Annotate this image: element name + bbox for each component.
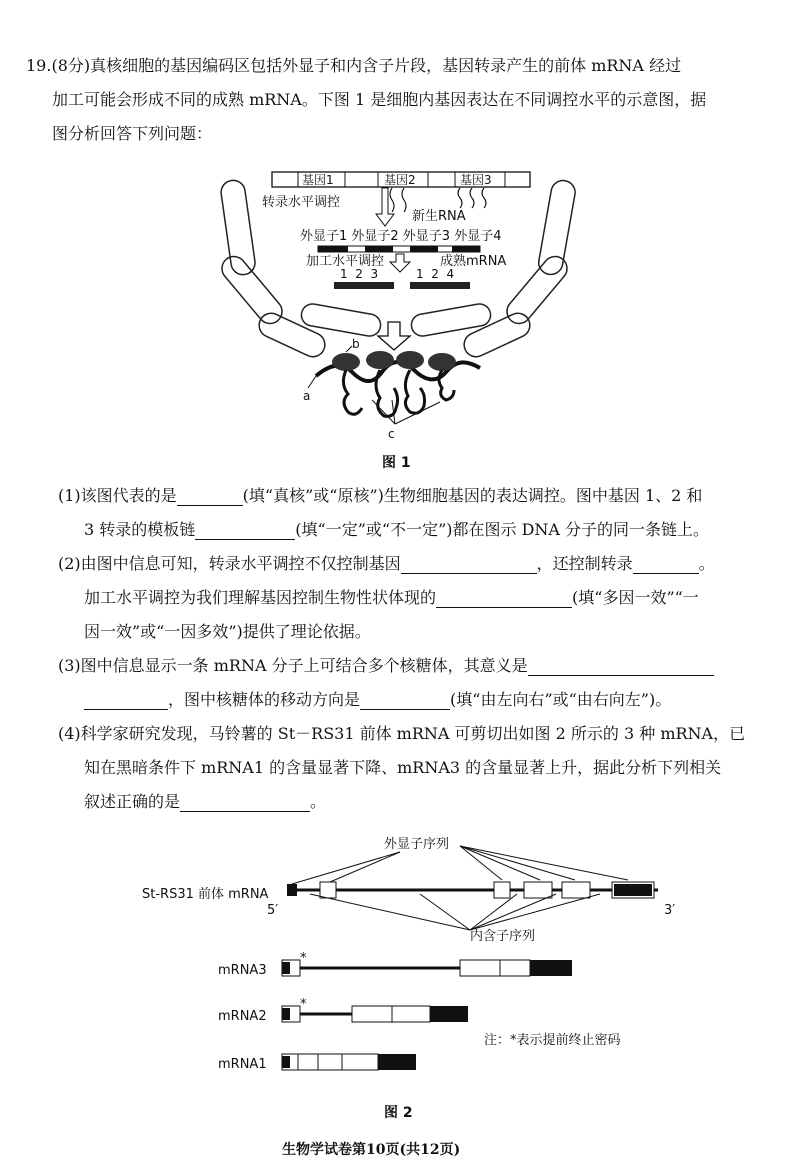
q2-line-2: 加工水平调控为我们理解基因控制生物性状体现的 (填“多因一效”“一 (84, 588, 699, 607)
three-prime-label: 3′ (664, 903, 676, 918)
transcription-arrow (376, 188, 394, 226)
mrna1-label: mRNA1 (218, 1057, 267, 1072)
q1-line-1: (1)该图代表的是 (填“真核”或“原核”)生物细胞基因的表达调控。图中基因 1、2 和 (58, 486, 703, 505)
q4-line-1: (4)科学家研究发现，马铃薯的 St－RS31 前体 mRNA 可剪切出如图 2 所示的 3 种 mRNA，已 (58, 724, 746, 743)
q2-blank-2[interactable] (633, 557, 699, 574)
q3-blank-2[interactable] (84, 693, 168, 710)
intro-line-2: 加工可能会形成不同的成熟 mRNA。下图 1 是细胞内基因表达在不同调控水平的示意图，据 (52, 90, 707, 109)
intron-pointer-lines (310, 894, 600, 930)
new-rna-label: 新生RNA (412, 209, 466, 224)
intro-line-3: 图分析回答下列问题： (52, 124, 213, 143)
figure2-note: 注：*表示提前终止密码 (484, 1033, 621, 1048)
q3-blank-1[interactable] (528, 659, 714, 676)
figure-2-caption: 图 2 (384, 1105, 413, 1121)
mrna1-diagram (282, 1054, 416, 1070)
mature-mrna-label: 成熟mRNA (440, 254, 507, 269)
mrna3-diagram (282, 960, 572, 976)
q2-line-3: 因一效”或“一因多效”)提供了理论依据。 (84, 622, 371, 641)
q4-blank-1[interactable] (180, 795, 310, 812)
q1-blank-1[interactable] (177, 489, 243, 506)
intron-sequence-label: 内含子序列 (470, 929, 536, 944)
processing-control-label: 加工水平调控 (306, 254, 385, 269)
five-prime-label: 5′ (267, 903, 279, 918)
dna-genes (272, 172, 530, 187)
exon-pointer-lines (292, 846, 628, 884)
exon-sequence-label: 外显子序列 (384, 837, 450, 852)
polyribosome (316, 351, 480, 416)
mrna3-label: mRNA3 (218, 963, 267, 978)
transcription-control-label: 转录水平调控 (262, 195, 341, 210)
processing-arrow (390, 254, 410, 272)
mature-mrna-left (334, 282, 394, 289)
gene-2-label: 基因2 (384, 173, 416, 187)
q3-line-2: ，图中核糖体的移动方向是 (填“由左向右”或“由右向左”)。 (84, 690, 671, 710)
precursor-label: St-RS31 前体 mRNA (142, 887, 269, 902)
figure-2 (0, 822, 800, 1092)
q3-line-1: (3)图中信息显示一条 mRNA 分子上可结合多个核糖体，其意义是 (58, 656, 714, 676)
label-a: a (303, 389, 311, 403)
precursor-mrna-diagram (287, 882, 658, 898)
page-footer: 生物学试卷第10页(共12页) (282, 1142, 461, 1158)
q2-blank-1[interactable] (401, 557, 537, 574)
mrna2-stop-star: * (300, 997, 307, 1012)
figure-1-caption: 图 1 (382, 455, 411, 471)
mature-mrna-right (410, 282, 470, 289)
right-exon-numbers: 1 2 4 (416, 267, 455, 281)
q3-blank-3[interactable] (360, 693, 450, 710)
gene-1-label: 基因1 (302, 173, 334, 187)
q1-line-2: 3 转录的模板链 (填“一定”或“不一定”)都在图示 DNA 分子的同一条链上。 (84, 520, 710, 539)
question-number: 19.(8分)真核细胞的基因编码区包括外显子和内含子片段，基因转录产生的前体 mRNA 经过 (26, 56, 682, 75)
mrna2-label: mRNA2 (218, 1009, 267, 1024)
translation-arrow (378, 322, 410, 350)
gene-3-label: 基因3 (460, 173, 492, 187)
q1-blank-2[interactable] (195, 523, 295, 540)
precursor-mrna-bar (318, 246, 480, 252)
figure-1 (0, 150, 800, 610)
exons-label: 外显子1 外显子2 外显子3 外显子4 (300, 229, 502, 244)
q2-line-1: (2)由图中信息可知，转录水平调控不仅控制基因 ，还控制转录 。 (58, 554, 715, 573)
label-c: c (388, 427, 395, 441)
mrna2-diagram (282, 1006, 468, 1022)
q4-line-2: 知在黑暗条件下 mRNA1 的含量显著下降、mRNA3 的含量显著上升，据此分析下列相关 (84, 758, 722, 777)
label-b: b (352, 337, 360, 351)
mrna3-stop-star: * (300, 951, 307, 966)
left-exon-numbers: 1 2 3 (340, 267, 379, 281)
q4-line-3: 叙述正确的是 。 (84, 792, 327, 811)
q2-blank-3[interactable] (436, 591, 572, 608)
